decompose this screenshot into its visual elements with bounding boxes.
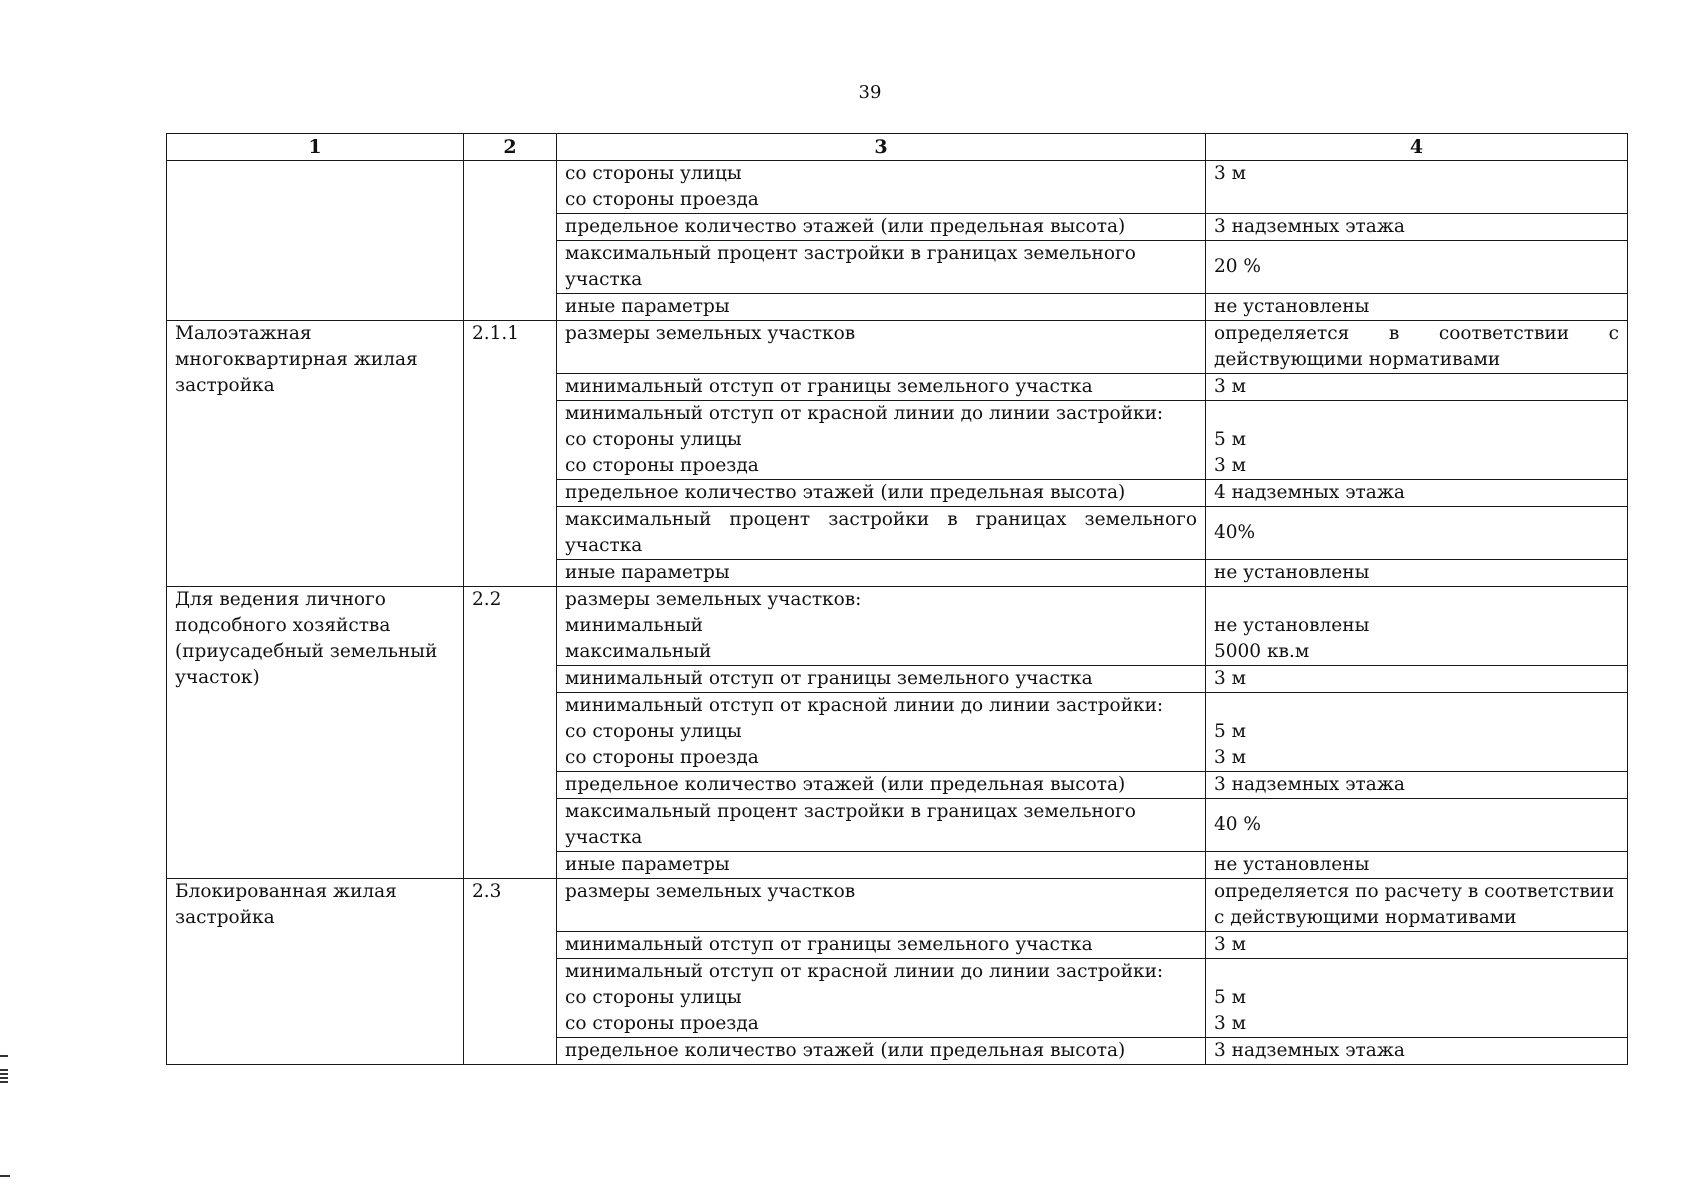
parameter-line: со стороны улицы [565,987,742,1008]
value-line: 20 % [1214,256,1261,277]
parameter-line: со стороны улицы [565,429,742,450]
parameter-cell [557,161,1206,214]
parameter-cell [557,560,1206,587]
parameter-line: предельное количество этажей (или предельная высота) [565,1040,1126,1061]
parameter-line: минимальный отступ от красной линии до линии застройки: [565,695,1164,716]
table-row [167,321,1628,374]
value-line: 5 м [1214,429,1247,450]
value-line: 3 м [1214,1013,1247,1034]
value-cell [1206,321,1628,374]
parameter-cell [557,401,1206,480]
value-cell [1206,932,1628,959]
parameter-cell [557,294,1206,321]
table-body [167,161,1628,1065]
parameter-cell [557,587,1206,666]
land-use-name-line: Малоэтажная [175,323,312,344]
value-cell [1206,879,1628,932]
value-line: не установлены [1214,854,1370,875]
value-line [1214,587,1619,613]
parameter-line: со стороны проезда [565,189,759,210]
table-row [167,879,1628,932]
value-line: 3 м [1214,747,1247,768]
land-use-name-line: Блокированная жилая [175,881,397,902]
value-cell [1206,693,1628,772]
land-use-name-line: участок) [175,667,260,688]
value-cell [1206,852,1628,879]
value-line [1214,693,1619,719]
value-line [1214,187,1619,213]
value-line: 40 % [1214,814,1261,835]
value-text: определяется по расчету в соответствии с действующими нормативами [1214,881,1615,928]
parameter-cell [557,879,1206,932]
land-use-name-line: многоквартирная жилая [175,349,418,370]
value-cell [1206,507,1628,560]
table-row [167,587,1628,666]
parameter-line: минимальный отступ от границы земельного участка [565,668,1093,689]
value-line: 5 м [1214,721,1247,742]
land-use-name-line: (приусадебный земельный [175,641,438,662]
value-cell [1206,294,1628,321]
value-text: определяется в соответствии с действующими нормативами [1214,323,1619,370]
land-use-code: 2.1.1 [472,323,520,344]
value-cell [1206,401,1628,480]
value-line: не установлены [1214,296,1370,317]
value-cell [1206,1038,1628,1065]
value-cell [1206,480,1628,507]
parameter-line: иные параметры [565,562,730,583]
value-line: 3 надземных этажа [1214,774,1405,795]
value-line: 3 м [1214,376,1247,397]
value-cell [1206,374,1628,401]
value-cell [1206,241,1628,294]
land-use-name-line: застройка [175,375,275,396]
parameter-line: размеры земельных участков: [565,589,862,610]
parameter-line: со стороны проезда [565,1013,759,1034]
parameter-cell [557,214,1206,241]
parameter-line: размеры земельных участков [565,881,856,902]
column-header-2: 2 [464,134,557,161]
value-line: не установлены [1214,615,1370,636]
column-header-1: 1 [167,134,464,161]
parameter-line: минимальный отступ от границы земельного участка [565,934,1093,955]
parameter-line: со стороны проезда [565,455,759,476]
land-use-code-cell [464,587,557,879]
land-use-code-cell [464,161,557,321]
parameter-text: максимальный процент застройки в границах земельного участка [565,509,1197,556]
parameter-line: иные параметры [565,854,730,875]
land-use-name-cell [167,161,464,321]
land-use-name-line: застройка [175,907,275,928]
parameter-line: со стороны улицы [565,721,742,742]
value-cell [1206,666,1628,693]
regulations-table [166,133,1628,1065]
value-line: не установлены [1214,562,1370,583]
value-line: 3 м [1214,455,1247,476]
parameter-line: со стороны улицы [565,163,742,184]
land-use-code: 2.2 [472,589,502,610]
parameter-cell [557,772,1206,799]
value-cell [1206,161,1628,214]
value-line: 4 надземных этажа [1214,482,1405,503]
parameter-line: со стороны проезда [565,747,759,768]
value-line: 3 надземных этажа [1214,1040,1405,1061]
value-line: 3 м [1214,163,1247,184]
value-line: 3 м [1214,668,1247,689]
value-cell [1206,772,1628,799]
value-cell [1206,799,1628,852]
value-cell [1206,560,1628,587]
parameter-cell [557,959,1206,1038]
parameter-line: иные параметры [565,296,730,317]
parameter-cell [557,321,1206,374]
parameter-line: максимальный [565,641,712,662]
parameter-cell [557,1038,1206,1065]
parameter-cell [557,852,1206,879]
value-cell [1206,587,1628,666]
parameter-line: предельное количество этажей (или предельная высота) [565,774,1126,795]
table-header-row [167,134,1628,161]
parameter-cell [557,507,1206,560]
parameter-line: минимальный [565,615,704,636]
column-header-3: 3 [557,134,1206,161]
value-line: 3 надземных этажа [1214,216,1405,237]
land-use-code-cell [464,879,557,1065]
land-use-name-cell [167,879,464,1065]
page-number: 39 [858,82,882,103]
parameter-cell [557,693,1206,772]
land-use-code: 2.3 [472,881,502,902]
value-cell [1206,214,1628,241]
column-header-4: 4 [1206,134,1628,161]
parameter-line: минимальный отступ от красной линии до линии застройки: [565,961,1164,982]
value-line [1214,959,1619,985]
parameter-cell [557,932,1206,959]
value-cell [1206,959,1628,1038]
value-line: 5 м [1214,987,1247,1008]
parameter-line: минимальный отступ от красной линии до линии застройки: [565,403,1164,424]
parameter-cell [557,666,1206,693]
parameter-cell [557,799,1206,852]
value-line: 40% [1214,522,1256,543]
value-line [1214,401,1619,427]
land-use-name-line: Для ведения личного [175,589,386,610]
land-use-name-cell [167,587,464,879]
land-use-code-cell [464,321,557,587]
parameter-line: минимальный отступ от границы земельного участка [565,376,1093,397]
parameter-cell [557,374,1206,401]
parameter-text: максимальный процент застройки в границах земельного участка [565,801,1136,848]
parameter-line: предельное количество этажей (или предельная высота) [565,482,1126,503]
parameter-line: предельное количество этажей (или предельная высота) [565,216,1126,237]
land-use-name-cell [167,321,464,587]
parameter-cell [557,241,1206,294]
parameter-line: размеры земельных участков [565,323,856,344]
value-line: 5000 кв.м [1214,641,1310,662]
parameter-cell [557,480,1206,507]
value-line: 3 м [1214,934,1247,955]
table-row [167,161,1628,214]
parameter-text: максимальный процент застройки в границах земельного участка [565,243,1136,290]
land-use-name-line: подсобного хозяйства [175,615,391,636]
